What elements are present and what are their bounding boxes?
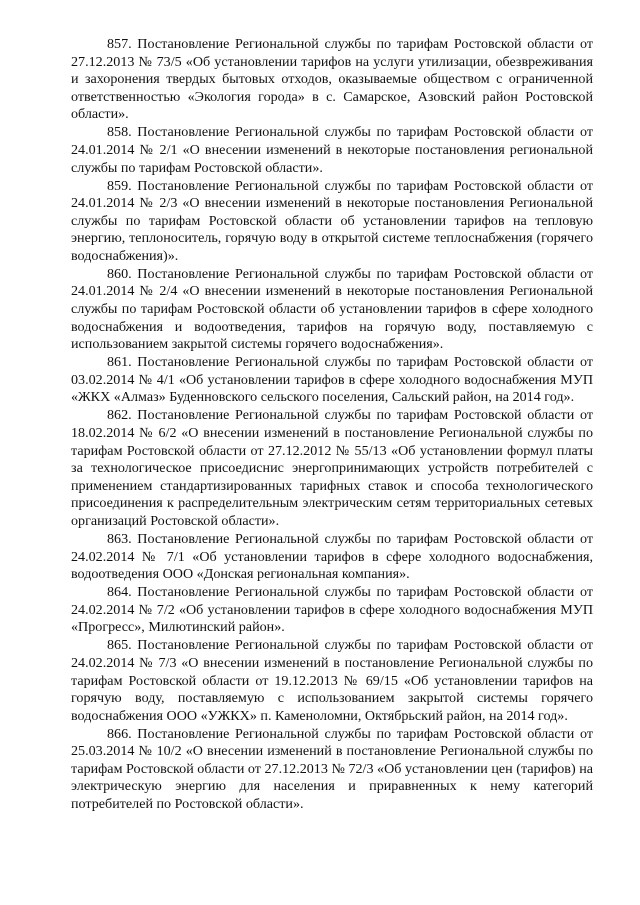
list-item-857: 857. Постановление Региональной службы по тарифам Ростовской области от 27.12.2013 № 73/5 «Об установлении тарифов на услуги утилизации, обезвреживания и захоронения твердых бытовых отходов, оказываемые обществом с ограниченной ответственностью «Экология города» в с. Самарское, Азовский район Ростовской области». [71, 36, 593, 123]
list-item-858: 858. Постановление Региональной службы по тарифам Ростовской области от 24.01.2014 № 2/1 «О внесении изменений в некоторые постановления региональной службы по тарифам Ростовской области». [71, 124, 593, 176]
list-item-861: 861. Постановление Региональной службы по тарифам Ростовской области от 03.02.2014 № 4/1 «Об установлении тарифов в сфере холодного водоснабжения МУП «ЖКХ «Алмаз» Буденновского сельского поселения, Сальский район, на 2014 год». [71, 354, 593, 406]
list-item-863: 863. Постановление Региональной службы по тарифам Ростовской области от 24.02.2014 № 7/1 «Об установлении тарифов в сфере холодного водоснабжения, водоотведения ООО «Донская региональная компания». [71, 530, 593, 583]
list-item-864: 864. Постановление Региональной службы по тарифам Ростовской области от 24.02.2014 № 7/2 «Об установлении тарифов в сфере холодного водоснабжения МУП «Прогресс», Милютинский район». [71, 584, 593, 636]
list-item-866: 866. Постановление Региональной службы по тарифам Ростовской области от 25.03.2014 № 10/2 «О внесении изменений в постановление Региональной службы по тарифам Ростовской области от 27.12.2013 № 72/3 «Об установлении цен (тарифов) на электрическую энергию для населения и приравненных к нему категорий потребителей по Ростовской области». [71, 725, 593, 813]
list-item-865: 865. Постановление Региональной службы по тарифам Ростовской области от 24.02.2014 № 7/3 «О внесении изменений в постановление Региональной службы по тарифам Ростовской области от 19.12.2013 № 69/15 «Об установлении тарифов на горячую воду, поставляемую с использованием закрытой системы горячего водоснабжения ООО «УЖКХ» п. Каменоломни, Октябрьский район, на 2014 год». [71, 637, 593, 724]
list-item-860: 860. Постановление Региональной службы по тарифам Ростовской области от 24.01.2014 № 2/4 «О внесении изменений в некоторые постановления Региональной службы по тарифам Ростовской области об установлении тарифов в сфере холодного водоснабжения и водоотведения, тарифов на горячую воду, поставляемую с использованием закрытой системы горячего водоснабжения». [71, 265, 593, 353]
document-page [71, 36, 593, 814]
list-item-862: 862. Постановление Региональной службы по тарифам Ростовской области от 18.02.2014 № 6/2 «О внесении изменений в постановление Региональной службы по тарифам Ростовской области от 27.12.2012 № 55/13 «Об установлении формул платы за технологическое присоедиснис энергопринимающих устройств потребителей с применением стандартизированных тарифных ставок и способа технологического присоединения к распределительным электрическим сетям территориальных сетевых организаций Ростовской области». [71, 407, 593, 529]
list-item-859: 859. Постановление Региональной службы по тарифам Ростовской области от 24.01.2014 № 2/3 «О внесении изменений в некоторые постановления Региональной службы по тарифам Ростовской области об установлении тарифов на тепловую энергию, теплоноситель, горячую воду в открытой системе теплоснабжения (горячего водоснабжения)». [71, 177, 593, 264]
